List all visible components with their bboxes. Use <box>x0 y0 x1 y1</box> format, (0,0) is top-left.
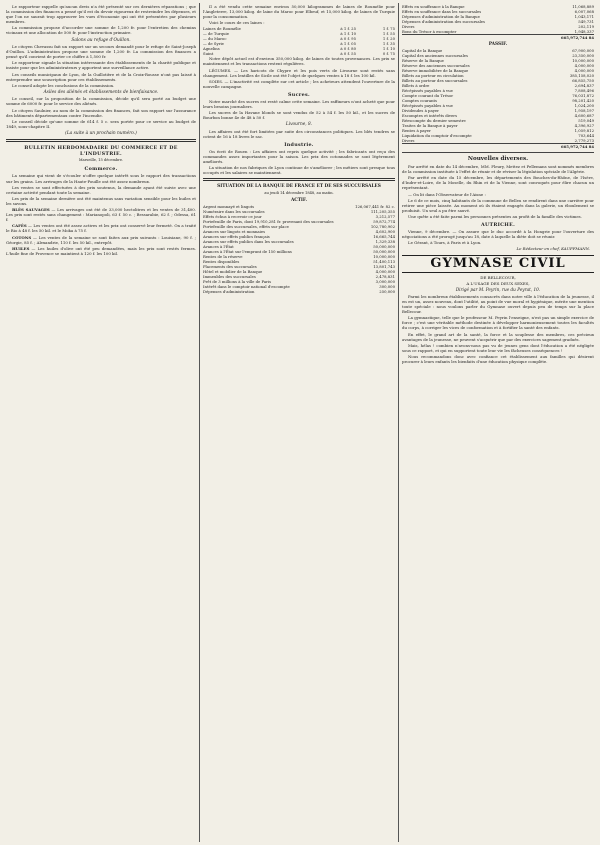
row-value: 385,158,020 <box>569 73 594 79</box>
row-value: 703,644 <box>578 133 594 139</box>
row-value: 50,000,000 <box>373 248 395 254</box>
assets-table <box>203 204 395 294</box>
bulletin-heading: BULLETIN HEBDOMADAIRE DU COMMERCE ET DE L'INDUSTRIE. <box>24 145 178 158</box>
row-value: 6,007,068 <box>574 9 594 14</box>
row-value: 1,329,338 <box>375 238 395 244</box>
row-label: Placements des succursales <box>203 263 257 269</box>
row-label: — de Syrie <box>203 41 224 47</box>
paragraph: Le rapporteur signale la situation intéressante des établissements de la charité publique et insiste pour que les administrateurs y apportent une surveillance active. <box>6 60 196 71</box>
dateline: Marseille, 15 décembre. <box>78 158 124 163</box>
row-label: Numéraire dans les succursales <box>203 208 265 214</box>
row-label: Argent monnayé et lingots <box>203 203 255 209</box>
row-label: Billets au porteur en circulation <box>402 73 464 79</box>
gymnase-director: Dirigé par M. Peyrin, rue du Peyrat, 10. <box>455 286 541 292</box>
gymnase-text <box>402 294 594 364</box>
row-value: à 0 f. 95 <box>340 36 356 42</box>
row-value: 102,780,902 <box>370 223 395 229</box>
row-value: 4,396,927 <box>574 123 594 129</box>
row-value: 549,731 <box>578 19 594 24</box>
column-1 <box>6 4 196 841</box>
paragraph: Le conseil décide qu'une somme de 614 f. 5 c. sera portée pour ce service au budget de 1849, sous-chapitre II. <box>6 118 196 129</box>
row-label: Hôtel et mobilier de la Banque <box>203 268 263 274</box>
row-value: 66,855,750 <box>572 78 594 84</box>
commerce-text <box>6 173 196 206</box>
row-value: 98,201,420 <box>572 98 594 104</box>
row-value: 4,000,000 <box>574 63 594 69</box>
row-label: Suint <box>203 51 214 57</box>
row-label: Réserve des anciennes succursales <box>402 63 470 69</box>
row-value: à 1 f. 25 <box>340 26 356 32</box>
row-label: Effets échus à recevoir ce jour <box>203 213 262 219</box>
table-row <box>203 289 395 294</box>
paragraph: Notre dépôt actuel est d'environ 350,000 kilog. de laines de toutes provenances. Les prix se maintiennent et les transactions restent régulières. <box>203 56 395 67</box>
row-label: Portefeuille des succursales, effets sur place <box>203 223 289 229</box>
gymnase-subtitle: A L'USAGE DES DEUX SEXES, <box>466 280 530 286</box>
row-label: Comptes courants <box>402 98 438 104</box>
divider <box>402 152 594 153</box>
row-label: Immeubles des succursales <box>203 273 256 279</box>
paragraph: Voici le cours de ces laines : <box>209 20 265 26</box>
row-value: 519,049 <box>578 118 594 124</box>
row-label: Bons du Trésor à escompter <box>402 29 457 34</box>
market-item: COTONS — Les ventes de la semaine se sont faites aux prix suivants : Louisiane, 90 f. ; Géorgie, 85 f. ; Alexandrie, 110 f. les 50 kil., entrepôt. <box>6 234 196 245</box>
paragraph: Les sucres de la Havane blonds se sont vendus de 52 à 54 f. les 50 kil., et les sucres de Bourbon bonne 4e de 48 à 50 f. <box>203 110 395 121</box>
row-label: Divers <box>402 138 415 144</box>
paragraph: Le conseil adopte les conclusions de la commission. <box>12 82 115 88</box>
row-label: Compte courant du Trésor <box>402 93 454 99</box>
row-label: — de Turquie <box>203 31 230 37</box>
row-value: 7,808,496 <box>574 88 594 94</box>
row-label: — du Maroc <box>203 36 227 42</box>
paragraph: Le citoyen Chevassu fait un rapport sur un secours demandé pour le refuge de Saint-Joseph d'Ouillon. L'administration propose une somme de 1,200 fr. La commission des finances a pensé qu'il convient de porter ce chiffre à 1,500 fr. <box>6 44 196 60</box>
row-label: Divers <box>402 24 415 29</box>
row-value: 126,067,441 fr. 82 c. <box>355 203 395 209</box>
paragraph: Le rapporteur rappelle qu'aucun devis n'a été présenté sur ces dernières réparations ; que la commission des finances a pensé qu'il est du devoir rigoureux de restreindre les dépenses, et que l'on ne saurait trop approuver les vues d'économie qui ont été présentées par plusieurs membres. <box>6 4 196 25</box>
row-label: Prêt de 3 millions à la ville de Paris <box>203 278 272 284</box>
paragraph: LÉGUMES. — Les haricots de Chypre et les pois verts de Livourne sont restés sans changement. Les lentilles de Sicile ont été l'objet de quelques ventes à 18 f. les 100 kil. <box>203 67 395 78</box>
row-value: 51,400,113 <box>373 258 395 264</box>
row-value: 2,478,831 <box>375 273 395 279</box>
austria-text: Vienne, 9 décembre. — On assure que le duc accordé à la Hongrie pour l'ouverture des négociations a été prorogé jusqu'au 18, date à laquelle la diète doit se réunir. <box>402 229 594 240</box>
austria-line: Le Gérant, à Tours, à Paris et à Lyon. <box>408 240 482 246</box>
austria-heading: AUTRICHE. <box>480 222 516 229</box>
row-label: Dividendes à payer <box>402 108 439 114</box>
column-divider <box>398 3 399 842</box>
market-item: BLÉS SAUVAGES — Les arrivages ont été de 33,000 hectolitres et les ventes de 31,400. Les prix sont restés sans changement : Marianopoli, 63 f. 50 c. ; Bessarabie, 62 f. ; Odessa, 61 f. <box>6 207 196 223</box>
paragraph: Les prix de la semaine dernière ont été maintenus sans variation sensible pour les huiles et les savons. <box>6 195 196 206</box>
paragraph: La situation de nos fabriques de Lyon continue de s'améliorer ; les métiers sont presque tous occupés et les salaires se maintiennent. <box>203 165 395 176</box>
row-value: 1 f. 75 <box>382 26 395 32</box>
paragraph: La gymnastique, telle que le professeur M. Peyrin l'enseigne, n'est pas un simple exercice de force ; c'est une véritable méthode destinée à développer harmonieusement toutes les facultés du corps, à corriger les vices de conformation et à fortifier la santé des enfants. <box>402 315 594 331</box>
industry-heading: Industrie. <box>284 142 314 148</box>
wool-price-table <box>203 26 395 56</box>
row-label: Avances sur effets publics dans les succursales <box>203 238 294 244</box>
sugar-text <box>203 99 395 120</box>
row-label: Capital des anciennes succursales <box>402 53 468 59</box>
row-label: Dépenses d'administration des succursales <box>402 19 486 24</box>
row-value: 1 f. 35 <box>382 41 395 47</box>
section-text <box>6 44 196 88</box>
row-label: Réescompte du dernier semestre <box>402 118 466 124</box>
row-value: 300,000 <box>379 283 395 289</box>
row-value: 11,068,889 <box>572 4 594 9</box>
row-value: 3,000,000 <box>375 278 395 284</box>
liabilities-heading: PASSIF. <box>488 42 508 47</box>
row-value: 10,000,000 <box>373 253 395 259</box>
row-value: 2,779,273 <box>574 138 594 144</box>
liabilities-table <box>402 48 594 143</box>
paragraph: La semaine qui vient de s'écouler n'offre quelque intérêt sous le rapport des transactions sur les grains. Les arrivages de la Haute-Pouille ont été assez nombreux. <box>6 173 196 184</box>
row-value: 0 f. 75 <box>382 51 395 57</box>
row-label: Billets à ordre <box>402 83 430 89</box>
row-label: Dépenses d'administration <box>203 288 255 294</box>
column-divider <box>199 3 200 842</box>
row-value: 16,665,744 <box>373 233 395 239</box>
row-label: Billets au porteur des succursales <box>402 78 468 84</box>
bank-date: au jeudi 14 décembre 1848, au matin. <box>264 190 334 195</box>
row-label: Portefeuille de Paris, dont 19,910,281 fr. provenant des succursales <box>203 218 334 224</box>
row-value: à 1 f. 05 <box>340 41 356 47</box>
market-item: CAFÉS — Les ventes ont été assez actives et les prix ont conservé leur fermeté. On a traité le Rio à 48 f. les 50 kil. et le Moka à 75 f. <box>6 223 196 234</box>
row-label: Récépissés payables à vue <box>402 103 453 109</box>
column-3 <box>402 4 594 841</box>
row-label: Capital de la Banque <box>402 48 443 54</box>
news-heading: Nouvelles diverses. <box>467 156 529 163</box>
paragraph: Le conseil, sur la proposition de la commission, décide qu'il sera porté au budget une somme de 6000 fr. pour le service des aliénés. <box>6 96 196 107</box>
row-value: 59,872,774 <box>373 218 395 224</box>
row-value: 1,948,337 <box>574 29 594 34</box>
row-value: 76,031,872 <box>572 93 594 99</box>
paragraph: On écrit de Rouen : Les affaires ont repris quelque activité ; les fabricants ont reçu des commandes assez importantes pour la saison. Les prix des cotonnades se sont légèrement améliorés. <box>203 149 395 165</box>
market-item: HUILES — Les huiles d'olive ont été peu demandées, mais les prix sont restés fermes. L'huile fine de Provence se maintient à 120 f. les 100 kil. <box>6 245 196 256</box>
row-label: Dépenses d'administration de la Banque <box>402 14 480 19</box>
row-value: 1,043,171 <box>574 14 594 19</box>
paragraph: Les ventes se sont effectuées à des prix soutenus, la demande ayant été suivie avec une certaine activité pendant toute la semaine. <box>6 184 196 195</box>
row-value: 250,000 <box>379 288 395 294</box>
row-value: 2,694,837 <box>574 83 594 89</box>
row-value: 202,119 <box>578 24 594 29</box>
paragraph: Mais, hélas ! combien n'avons-nous pas vu de jeunes gens dont l'éducation a été négligée sous ce rapport, et qui en supportent toute leur vie les fâcheuses conséquences ! <box>402 342 594 353</box>
row-label: Liquidation du comptoir d'escompte <box>402 133 472 139</box>
assets-table-continued <box>402 4 594 34</box>
row-value: 4,000,000 <box>375 268 395 274</box>
sugar-heading: Sucres. <box>288 91 310 98</box>
row-value: 1,958,197 <box>574 108 594 114</box>
gymnase-subtitle: DE BELLECOUR, <box>480 275 516 281</box>
market-text <box>203 56 395 89</box>
section-heading: Salons au refuge d'Ouillon. <box>71 37 131 43</box>
commerce-heading: Commerce. <box>84 166 118 173</box>
row-label: Avances à l'État <box>203 243 234 249</box>
row-value: à 1 f. 10 <box>340 31 356 37</box>
market-text: Les affaires ont été fort limitées par suite des circonstances politiques. Les blés tendres se cotent de 16 à 18 livres le sac. <box>203 128 395 139</box>
row-value: 4,000,000 <box>574 68 594 74</box>
row-value: 3,212,577 <box>375 213 395 219</box>
row-value: 1 f. 20 <box>382 36 395 42</box>
paragraph: Il a été vendu cette semaine environ 50,000 kilogrammes de laines de Roumélie pour l'Angleterre, 13,000 kilog. de laine du Maroc pour Elbeuf, et 15,000 kilog. de laines de Turquie pour la consommation. <box>203 4 395 20</box>
row-value: 13,801,743 <box>373 263 395 269</box>
row-label: Avances sur effets publics français <box>203 233 270 239</box>
row-label: Agnelins <box>203 46 220 52</box>
paragraph: Le 6 de ce mois, cinq habitants de la commune de Belleu se rendirent dans une carrière pour retirer une pièce laissée. Au moment où ils étaient engagés dans la galerie, un éboulement se produisit. Un seul a pu être sauvé. <box>402 197 594 213</box>
paragraph: Par arrêté en date du 15 décembre, les départements des Bouches-du-Rhône, de l'Isère, d'Indre-et-Loire, de la Moselle, du Rhin et de la Vienne, sont convoqués pour élire chacun un représentant. <box>402 175 594 191</box>
gymnase-advert-title: GYMNASE CIVIL <box>402 255 594 273</box>
row-value: 67,900,000 <box>572 48 594 54</box>
row-label: Réserve immobilière de la Banque <box>402 68 469 74</box>
row-label: Rentes disponibles <box>203 258 240 264</box>
section-text <box>6 96 196 129</box>
row-label: Avances à l'État sur l'emprunt de 150 millions <box>203 248 292 254</box>
row-value: à 0 f. 55 <box>340 51 356 57</box>
row-label: Effets en souffrance à la Banque <box>402 4 465 9</box>
row-value: 4,602,900 <box>375 228 395 234</box>
dateline: Livourne, 8. <box>285 122 313 128</box>
paragraph: Les conseils municipaux de Lyon, de la Guillotière et de la Croix-Rousse n'ont pas laissé à entreprendre une souscription pour ces établissements. <box>6 71 196 82</box>
intro-text <box>6 4 196 36</box>
divider <box>203 178 395 181</box>
paragraph: Par arrêté en date du 14 décembre, MM. Fleury, Mettez et Pellemans sont nommés membres de la commission instituée à l'effet de réunir et de réviser la législation spéciale de l'Algérie. <box>402 164 594 175</box>
row-value: 1 f. 55 <box>382 31 395 37</box>
editor-signature: Le Rédacteur en chef, KAUFFMANN. <box>516 246 590 252</box>
row-value: 1,024,200 <box>574 103 594 109</box>
row-value: 50,000,000 <box>373 243 395 249</box>
paragraph: Le citoyen Saulnier, au nom de la commission des finances, fait son rapport sur l'assurance des bâtiments départementaux contre l'incendie. <box>6 107 196 118</box>
row-value: 10,000,000 <box>572 58 594 64</box>
row-value: 1,059,812 <box>574 128 594 134</box>
row-label: Avances sur lingots et monnaies <box>203 228 266 234</box>
section-heading: Asiles des aliénés et établissements de bienfaisance. <box>43 89 159 95</box>
paragraph: Notre marché des sucres est resté calme cette semaine. Les raffineurs n'ont acheté que pour leurs besoins journaliers. <box>203 98 395 110</box>
row-label: Laines de Roumélie <box>203 26 241 32</box>
row-label: Récépissés payables à vue <box>402 88 453 94</box>
row-value: à 0 f. 80 <box>340 46 356 52</box>
continuation-note: (La suite à un prochain numéro.) <box>65 130 137 136</box>
paragraph: SOIES. — L'inactivité est complète sur cet article ; les acheteurs attendent l'ouverture de la nouvelle campagne. <box>203 78 395 89</box>
assets-heading: ACTIF. <box>290 197 308 203</box>
paragraph: Nous recommandons donc avec confiance cet établissement aux familles qui désirent procurer à leurs enfants les bienfaits d'une éducation physique complète. <box>402 353 594 365</box>
row-label: Effets en souffrance dans les succursales <box>402 9 482 14</box>
bank-heading: SITUATION DE LA BANQUE DE FRANCE ET DE SES SUCCURSALES <box>217 184 381 190</box>
column-2 <box>203 4 395 841</box>
divider <box>6 139 196 142</box>
paragraph: — On lit dans l'Observateur de l'Aisne : <box>408 191 486 197</box>
row-value: 23,350,000 <box>572 53 594 59</box>
assets-total: 665,972,744 84 <box>402 34 594 40</box>
wool-text <box>203 4 395 25</box>
row-value: 111,205,355 <box>370 208 395 214</box>
industry-text <box>203 149 395 175</box>
row-label: Rentes à payer <box>402 128 431 134</box>
row-label: Intérêt dans le comptoir national d'escompte <box>203 283 290 289</box>
row-label: Traites de la Banque à payer <box>402 123 458 129</box>
row-value: 4,600,687 <box>574 113 594 119</box>
row-label: Escomptes et intérêts divers <box>402 113 458 119</box>
news-text <box>402 164 594 219</box>
liabilities-total: 665,972,744 84 <box>402 143 594 149</box>
paragraph: La commission propose d'accorder une somme de 1,200 fr. pour l'entretien des chemins vicinaux et une allocation de 500 fr. pour l'instruction primaire. <box>6 25 196 36</box>
row-label: Réserve de la Banque <box>402 58 444 64</box>
row-value: 1 f. 10 <box>382 46 395 52</box>
row-label: Rentes de la réserve <box>203 253 243 259</box>
paragraph: En effet, le grand art de la santé, la force et la souplesse des membres, ces précieux avantages de la jeunesse, ne peuvent s'acquérir que par des exercices sagement gradués. <box>402 331 594 342</box>
paragraph: Une quête a été faite parmi les personnes présentes au profit de la famille des victimes. <box>408 213 582 219</box>
paragraph: Parmi les nombreux établissements consacrés dans notre ville à l'éducation de la jeunesse, il en est un, assez nouveau, dont l'utilité, au point de vue moral et hygiénique, mérite une mention toute spéciale : nous voulons parler du Gymnase ouvert depuis peu de temps sur la place Bellecour. <box>402 293 594 315</box>
